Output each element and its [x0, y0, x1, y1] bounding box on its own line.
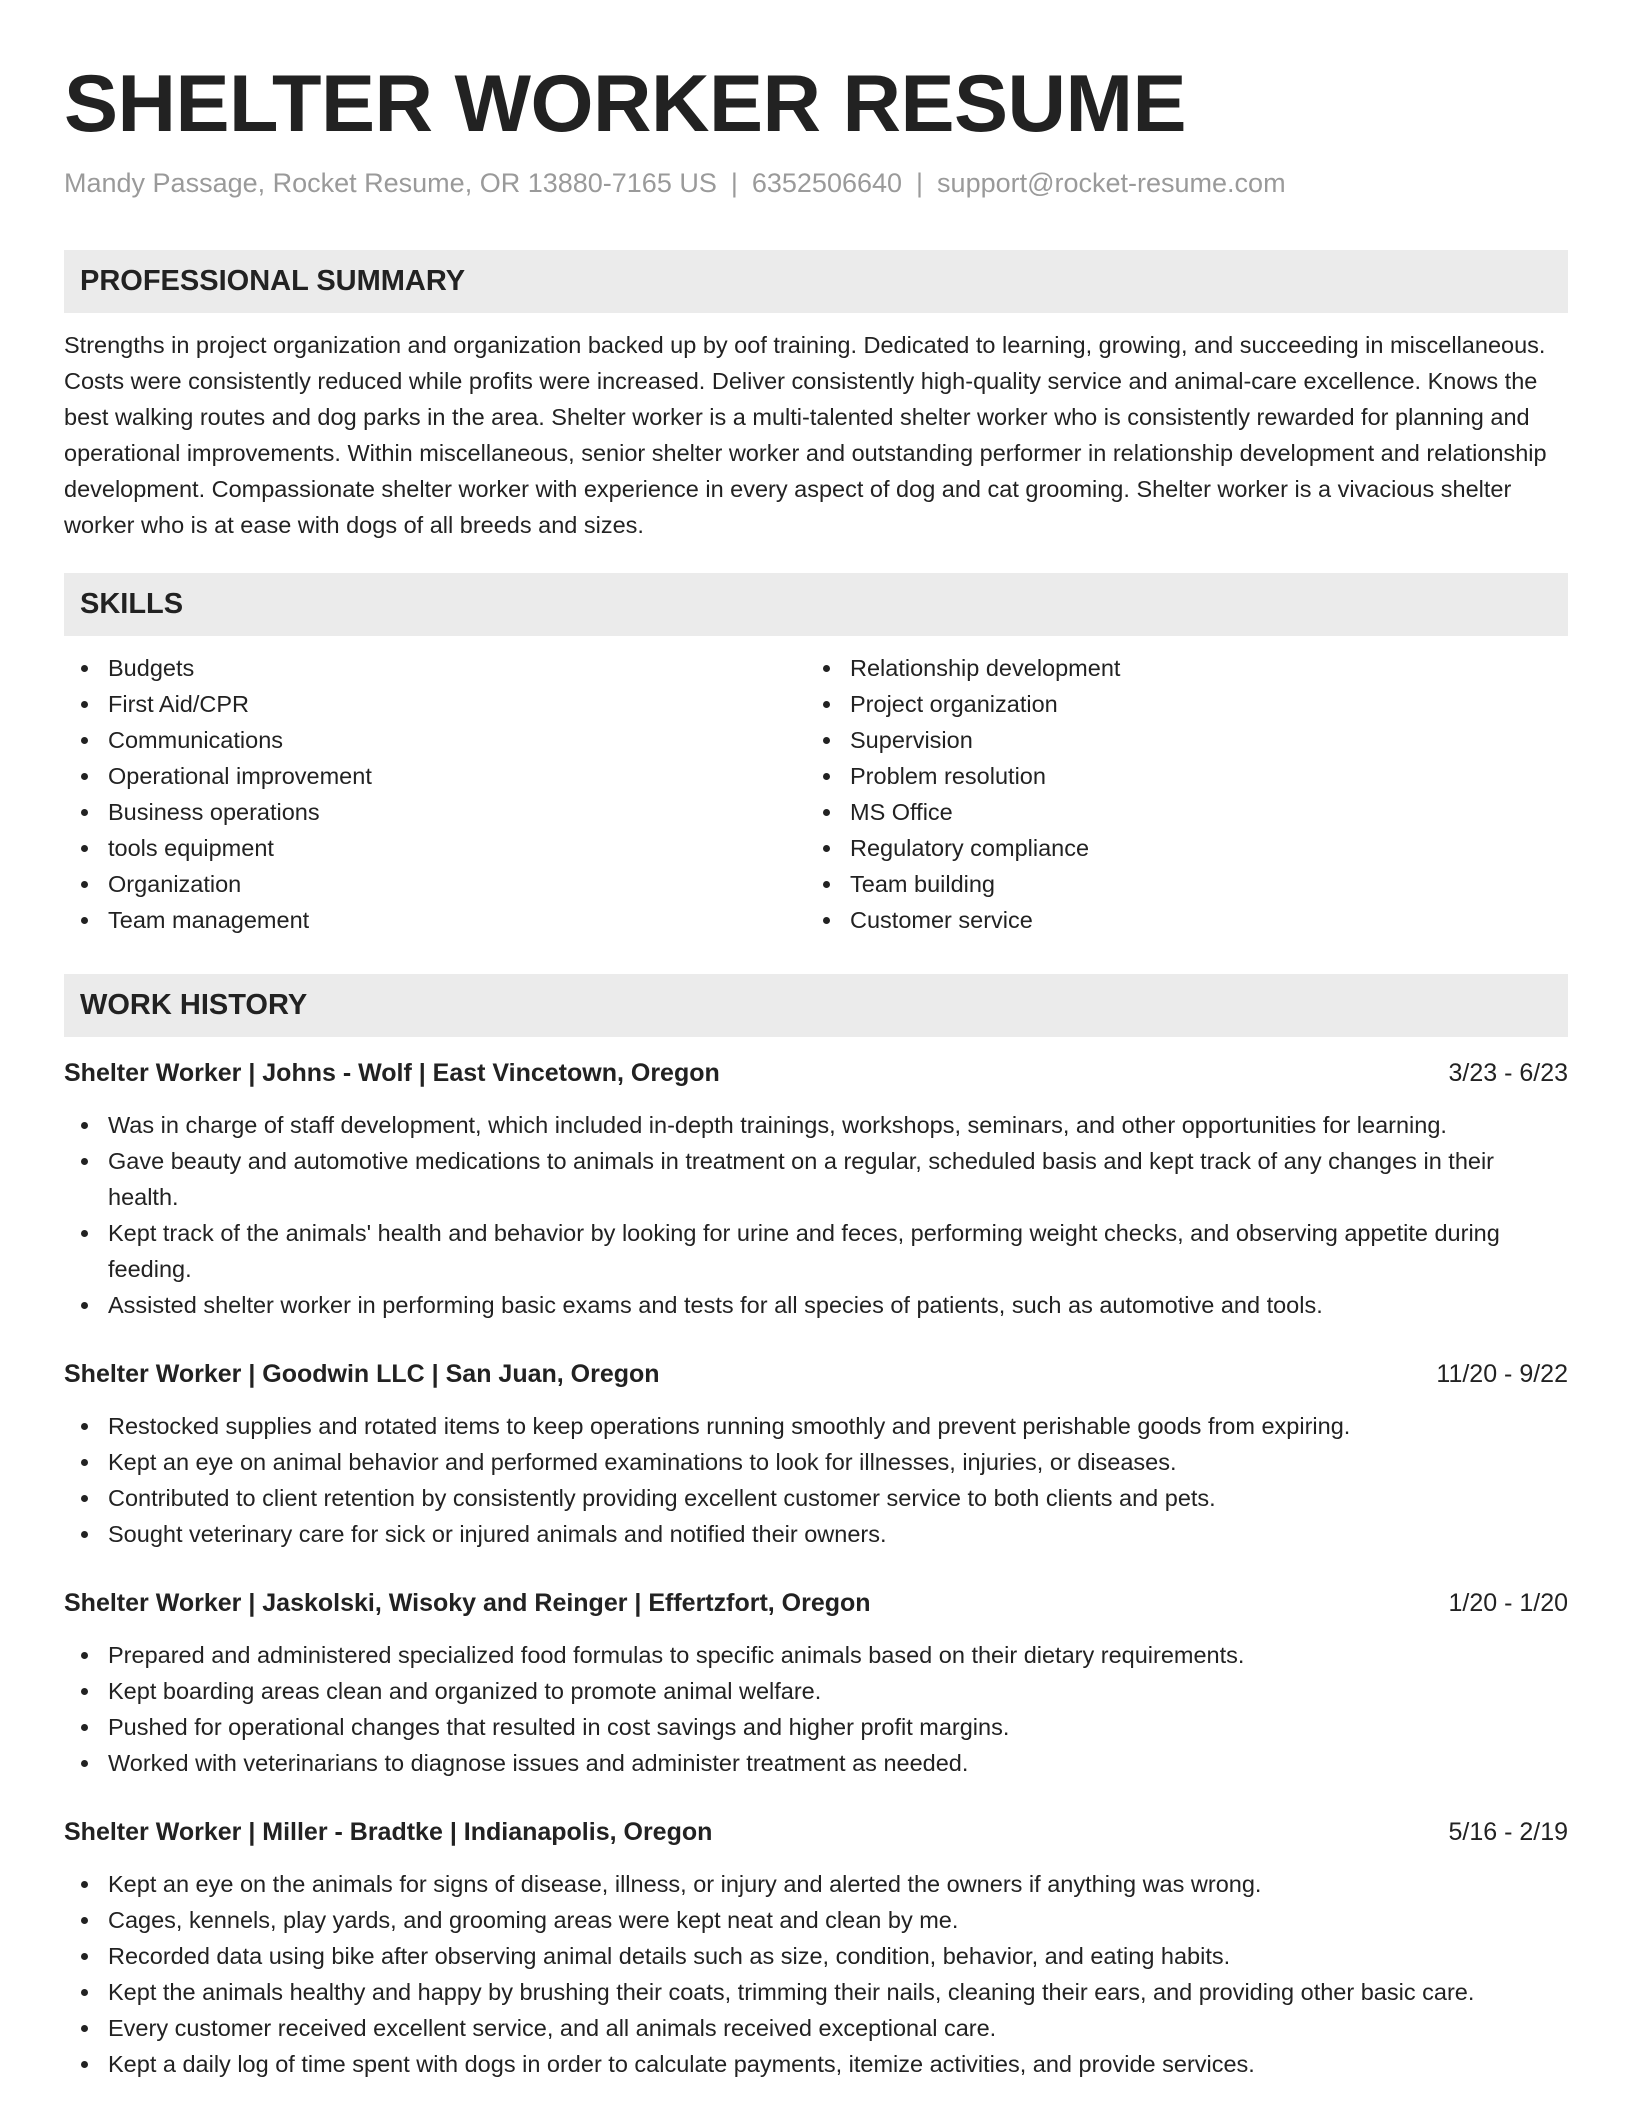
contact-line	[64, 166, 1568, 200]
job-bullets	[64, 1107, 1568, 1323]
job-title: Shelter Worker | Johns - Wolf | East Vincetown, Oregon	[64, 1059, 720, 1087]
resume-title: SHELTER WORKER RESUME	[64, 59, 1187, 149]
job-dates: 1/20 - 1/20	[1448, 1589, 1568, 1617]
skills-columns	[64, 650, 1568, 938]
job-header	[64, 1814, 1568, 1850]
skill-item: tools equipment	[64, 830, 806, 866]
job-bullets	[64, 1866, 1568, 2082]
job-bullet: Every customer received excellent service, and all animals received exceptional care.	[64, 2010, 1568, 2046]
skill-item: Operational improvement	[64, 758, 806, 794]
skill-item: Team building	[806, 866, 1548, 902]
job-bullet: Assisted shelter worker in performing basic exams and tests for all species of patients, such as automotive and tools.	[64, 1287, 1568, 1323]
skill-item: Problem resolution	[806, 758, 1548, 794]
skill-item: Budgets	[64, 650, 806, 686]
job-entry	[64, 1814, 1568, 2082]
contact-address: Mandy Passage, Rocket Resume, OR 13880-7165 US	[64, 168, 717, 198]
job-title: Shelter Worker | Miller - Bradtke | Indianapolis, Oregon	[64, 1818, 713, 1846]
skills-list-right	[806, 650, 1548, 938]
job-bullet: Kept track of the animals' health and behavior by looking for urine and feces, performing weight checks, and observing appetite during feeding.	[64, 1215, 1568, 1287]
job-title: Shelter Worker | Jaskolski, Wisoky and Reinger | Effertzfort, Oregon	[64, 1589, 871, 1617]
job-bullet: Cages, kennels, play yards, and grooming areas were kept neat and clean by me.	[64, 1902, 1568, 1938]
job-header	[64, 1356, 1568, 1392]
job-bullet: Kept the animals healthy and happy by brushing their coats, trimming their nails, cleaning their ears, and providing other basic care.	[64, 1974, 1568, 2010]
contact-separator: |	[916, 168, 924, 198]
job-bullet: Recorded data using bike after observing animal details such as size, condition, behavior, and eating habits.	[64, 1938, 1568, 1974]
skill-item: Business operations	[64, 794, 806, 830]
job-bullet: Restocked supplies and rotated items to keep operations running smoothly and prevent perishable goods from expiring.	[64, 1408, 1568, 1444]
job-bullet: Worked with veterinarians to diagnose issues and administer treatment as needed.	[64, 1745, 1568, 1781]
job-bullet: Kept an eye on animal behavior and performed examinations to look for illnesses, injuries, or diseases.	[64, 1444, 1568, 1480]
job-bullet: Gave beauty and automotive medications to animals in treatment on a regular, scheduled basis and kept track of any changes in their health.	[64, 1143, 1568, 1215]
section-heading-summary: PROFESSIONAL SUMMARY	[64, 250, 1568, 313]
skill-item: Communications	[64, 722, 806, 758]
job-entry	[64, 1055, 1568, 1323]
skill-item: Regulatory compliance	[806, 830, 1548, 866]
job-bullet: Was in charge of staff development, which included in-depth trainings, workshops, seminars, and other opportunities for learning.	[64, 1107, 1568, 1143]
summary-paragraph: Strengths in project organization and organization backed up by oof training. Dedicated to learning, growing, and succeeding in miscellaneous. Costs were consistently reduced while profits were increased. Deliver consistently high-quality service and animal-care excellence. Knows the best walking routes and dog parks in the area. Shelter worker is a multi-talented shelter worker who is consistently rewarded for planning and operational improvements. Within miscellaneous, senior shelter worker and outstanding performer in relationship development and relationship development. Compassionate shelter worker with experience in every aspect of dog and cat grooming. Shelter worker is a vivacious shelter worker who is at ease with dogs of all breeds and sizes.	[64, 332, 1547, 538]
skill-item: Organization	[64, 866, 806, 902]
skills-list-left	[64, 650, 806, 938]
job-bullet: Kept boarding areas clean and organized to promote animal welfare.	[64, 1673, 1568, 1709]
job-dates: 3/23 - 6/23	[1448, 1059, 1568, 1087]
job-bullet: Kept an eye on the animals for signs of disease, illness, or injury and alerted the owners if anything was wrong.	[64, 1866, 1568, 1902]
skill-item: Relationship development	[806, 650, 1548, 686]
job-bullet: Contributed to client retention by consistently providing excellent customer service to both clients and pets.	[64, 1480, 1568, 1516]
job-header	[64, 1055, 1568, 1091]
job-bullets	[64, 1408, 1568, 1552]
job-bullets	[64, 1637, 1568, 1781]
section-heading-skills: SKILLS	[64, 573, 1568, 636]
job-entry	[64, 1585, 1568, 1781]
job-title: Shelter Worker | Goodwin LLC | San Juan, Oregon	[64, 1360, 660, 1388]
contact-email: support@rocket-resume.com	[937, 168, 1286, 198]
contact-phone: 6352506640	[751, 168, 903, 198]
job-dates: 5/16 - 2/19	[1448, 1818, 1568, 1846]
job-bullet: Sought veterinary care for sick or injured animals and notified their owners.	[64, 1516, 1568, 1552]
job-bullet: Kept a daily log of time spent with dogs in order to calculate payments, itemize activities, and provide services.	[64, 2046, 1568, 2082]
section-heading-work-history: WORK HISTORY	[64, 974, 1568, 1037]
skill-item: Supervision	[806, 722, 1548, 758]
job-header	[64, 1585, 1568, 1621]
skill-item: Customer service	[806, 902, 1548, 938]
contact-separator: |	[730, 168, 738, 198]
resume-page	[64, 0, 1568, 2082]
job-dates: 11/20 - 9/22	[1436, 1360, 1568, 1388]
skill-item: Project organization	[806, 686, 1548, 722]
skill-item: MS Office	[806, 794, 1548, 830]
job-bullet: Prepared and administered specialized food formulas to specific animals based on their dietary requirements.	[64, 1637, 1568, 1673]
skill-item: Team management	[64, 902, 806, 938]
skill-item: First Aid/CPR	[64, 686, 806, 722]
job-entry	[64, 1356, 1568, 1552]
job-bullet: Pushed for operational changes that resulted in cost savings and higher profit margins.	[64, 1709, 1568, 1745]
